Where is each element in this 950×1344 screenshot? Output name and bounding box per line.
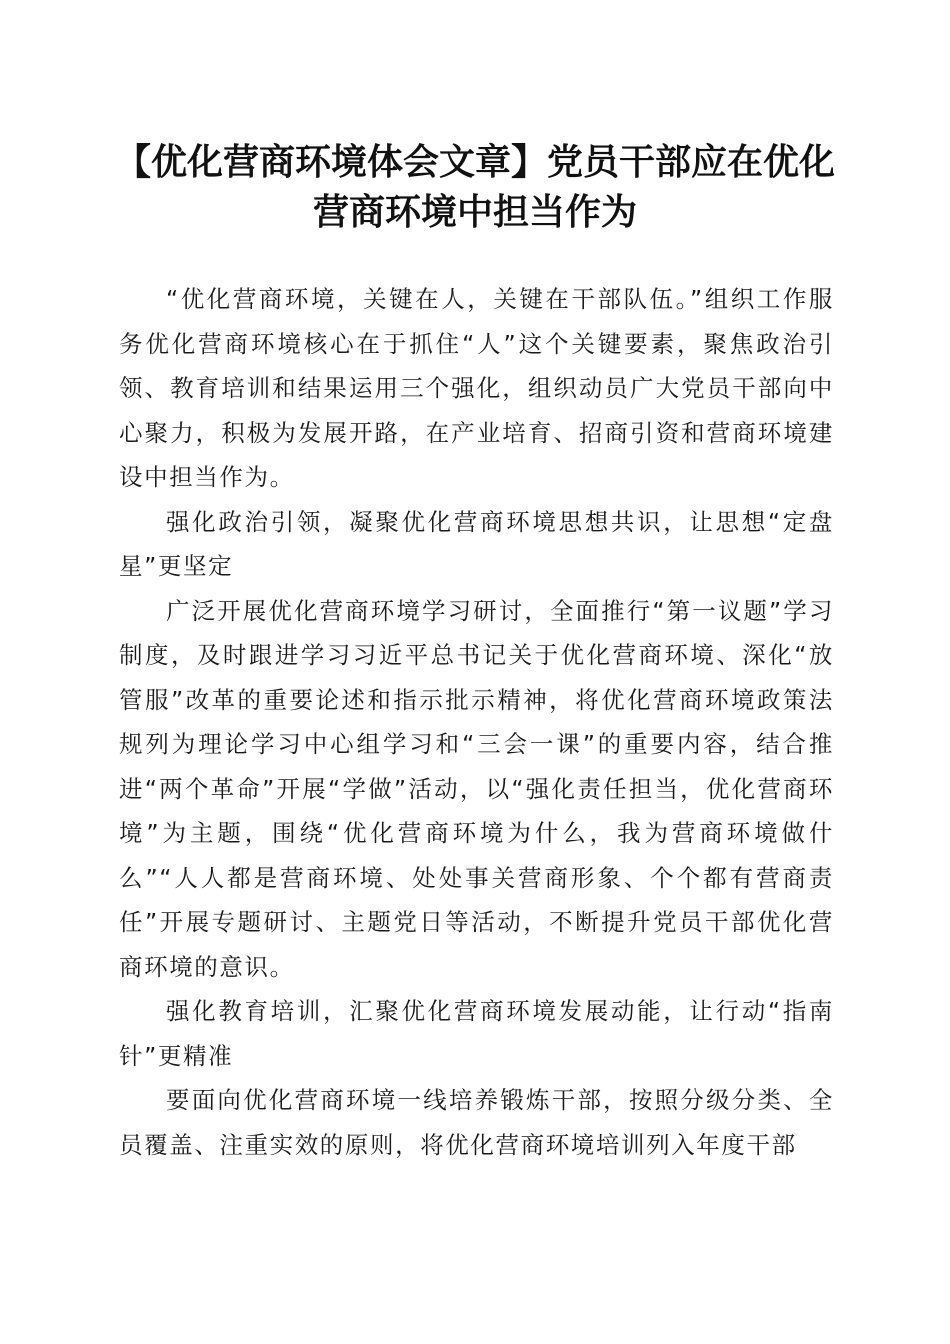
paragraph-cadre-training: 要面向优化营商环境一线培养锻炼干部，按照分级分类、全员覆盖、注重实效的原则，将优化营商环境培训列入年度干部 <box>119 1086 834 1159</box>
paragraph-heading-political-guidance: 强化政治引领，凝聚优化营商环境思想共识，让思想“定盘星”更坚定 <box>119 507 834 580</box>
paragraph-intro: “优化营商环境，关键在人，关键在干部队伍。”组织工作服务优化营商环境核心在于抓住“人”这个关键要素，聚焦政治引领、教育培训和结果运用三个强化，组织动员广大党员干部向中心聚力，积极为发展开路，在产业培育、招商引资和营商环境建设中担当作为。 <box>119 285 834 491</box>
paragraph-study-seminars: 广泛开展优化营商环境学习研讨，全面推行“第一议题”学习制度，及时跟进学习习近平总书记关于优化营商环境、深化“放管服”改革的重要论述和指示批示精神，将优化营商环境政策法规列为理论学习中心组学习和“三会一课”的重要内容，结合推进“两个革命”开展“学做”活动，以“强化责任担当，优化营商环境”为主题，围绕“优化营商环境为什么，我为营商环境做什么”“人人都是营商环境、处处事关营商形象、个个都有营商责任”开展专题研讨、主题党日等活动，不断提升党员干部优化营商环境的意识。 <box>119 596 834 981</box>
document-title: 【优化营商环境体会文章】党员干部应在优化营商环境中担当作为 <box>114 141 835 233</box>
document-body <box>119 277 834 1167</box>
paragraph-heading-education-training: 强化教育培训，汇聚优化营商环境发展动能，让行动“指南针”更精准 <box>119 997 834 1070</box>
